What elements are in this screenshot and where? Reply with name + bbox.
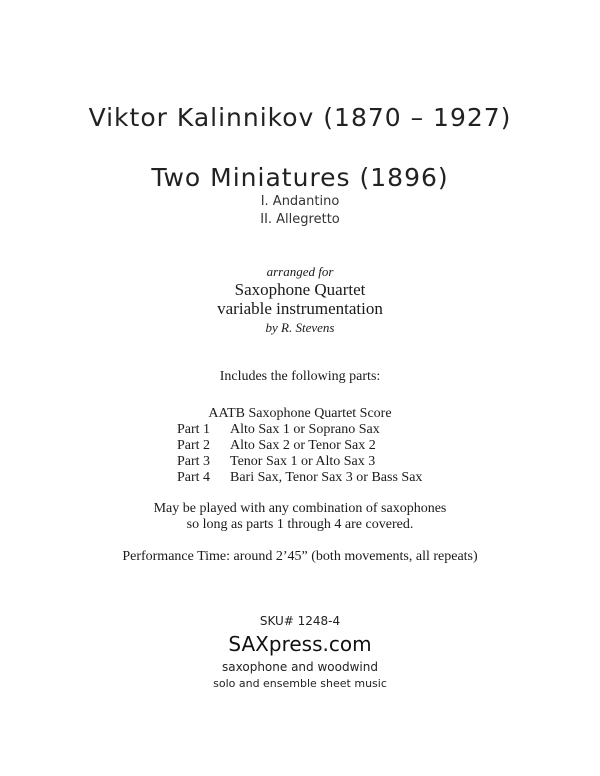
publisher-tagline-2: solo and ensemble sheet music <box>213 677 387 690</box>
instrumentation-note: variable instrumentation <box>217 299 383 318</box>
part-row <box>177 422 422 438</box>
arranged-for-label: arranged for <box>266 264 334 279</box>
parts-intro: Includes the following parts: <box>219 369 381 384</box>
publisher-site: SAXpress.com <box>228 632 372 656</box>
performance-time: Performance Time: around 2’45” (both movements, all repeats) <box>122 549 478 564</box>
part-instruments: Alto Sax 2 or Tenor Sax 2 <box>230 438 376 453</box>
sku-label: SKU# 1248-4 <box>259 614 341 628</box>
part-instruments: Bari Sax, Tenor Sax 3 or Bass Sax <box>230 470 423 485</box>
arranger-credit: by R. Stevens <box>265 320 335 335</box>
composer-heading: Viktor Kalinnikov (1870 – 1927) <box>88 103 512 132</box>
ensemble-name: Saxophone Quartet <box>234 280 366 299</box>
score-label: AATB Saxophone Quartet Score <box>208 406 392 421</box>
combination-note-line1: May be played with any combination of saxophones <box>153 501 447 516</box>
work-title: Two Miniatures (1896) <box>151 163 449 192</box>
publisher-tagline-1: saxophone and woodwind <box>222 660 378 674</box>
part-label: Part 1 <box>177 422 211 437</box>
parts-list <box>177 422 422 486</box>
part-instruments: Alto Sax 1 or Soprano Sax <box>230 422 380 437</box>
part-label: Part 4 <box>177 470 211 485</box>
part-row <box>177 454 422 470</box>
part-label: Part 2 <box>177 438 211 453</box>
movement-2: II. Allegretto <box>260 212 340 227</box>
part-instruments: Tenor Sax 1 or Alto Sax 3 <box>230 454 376 469</box>
part-label: Part 3 <box>177 454 211 469</box>
part-row <box>177 438 422 454</box>
combination-note-line2: so long as parts 1 through 4 are covered. <box>186 517 414 532</box>
part-row <box>177 470 422 486</box>
movement-1: I. Andantino <box>260 194 340 209</box>
